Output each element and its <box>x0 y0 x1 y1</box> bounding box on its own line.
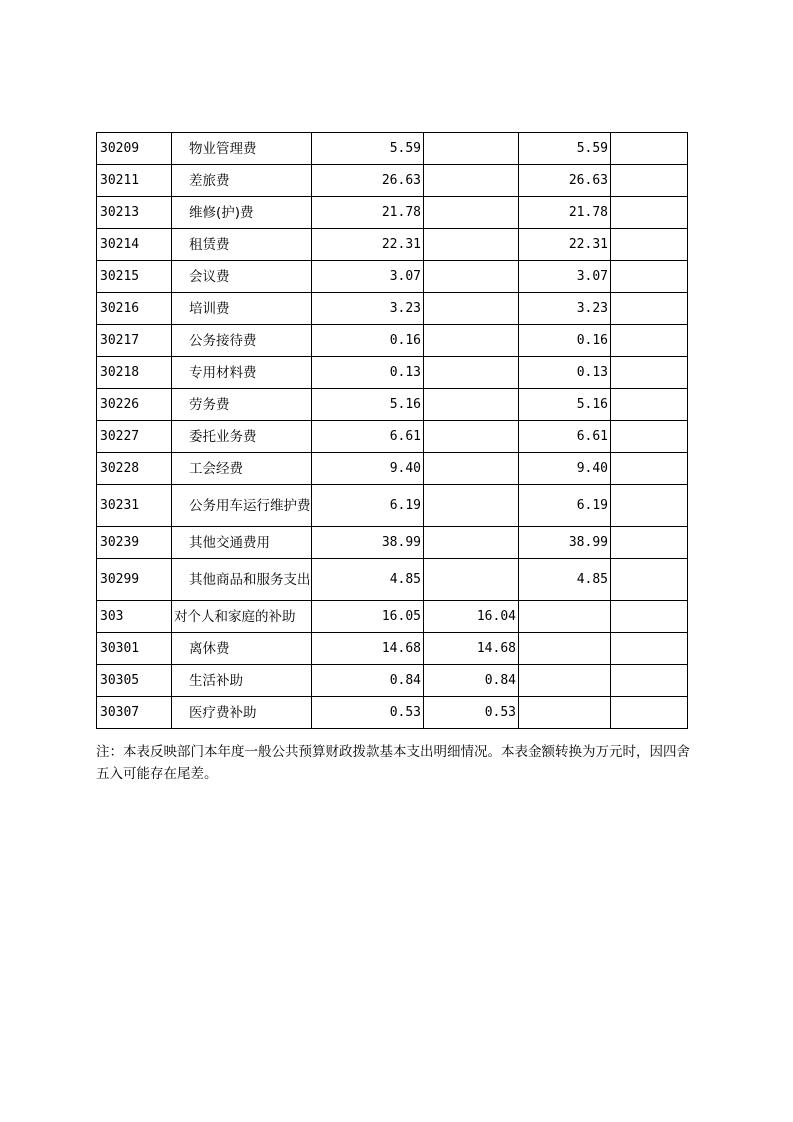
other-cell <box>611 293 688 325</box>
public-cell: 6.61 <box>519 421 611 453</box>
public-cell: 4.85 <box>519 559 611 601</box>
other-cell <box>611 527 688 559</box>
code-cell: 30305 <box>97 665 172 697</box>
personnel-cell <box>424 293 519 325</box>
table-row <box>97 421 688 453</box>
public-cell: 5.16 <box>519 389 611 421</box>
personnel-cell <box>424 261 519 293</box>
table-row <box>97 665 688 697</box>
table-row <box>97 261 688 293</box>
total-cell: 6.61 <box>312 421 424 453</box>
total-cell: 4.85 <box>312 559 424 601</box>
code-cell: 30217 <box>97 325 172 357</box>
table-row <box>97 559 688 601</box>
total-cell: 5.59 <box>312 133 424 165</box>
total-cell: 22.31 <box>312 229 424 261</box>
other-cell <box>611 421 688 453</box>
code-cell: 30227 <box>97 421 172 453</box>
total-cell: 3.07 <box>312 261 424 293</box>
total-cell: 21.78 <box>312 197 424 229</box>
personnel-cell <box>424 389 519 421</box>
other-cell <box>611 325 688 357</box>
personnel-cell <box>424 559 519 601</box>
personnel-cell <box>424 453 519 485</box>
other-cell <box>611 633 688 665</box>
code-cell: 30228 <box>97 453 172 485</box>
name-cell: 医疗费补助 <box>172 697 312 729</box>
personnel-cell <box>424 197 519 229</box>
name-cell: 离休费 <box>172 633 312 665</box>
other-cell <box>611 165 688 197</box>
total-cell: 26.63 <box>312 165 424 197</box>
total-cell: 16.05 <box>312 601 424 633</box>
name-cell: 公务用车运行维护费 <box>172 485 312 527</box>
public-cell <box>519 665 611 697</box>
public-cell: 0.13 <box>519 357 611 389</box>
code-cell: 30299 <box>97 559 172 601</box>
other-cell <box>611 559 688 601</box>
total-cell: 0.13 <box>312 357 424 389</box>
personnel-cell <box>424 421 519 453</box>
other-cell <box>611 601 688 633</box>
name-cell: 公务接待费 <box>172 325 312 357</box>
other-cell <box>611 453 688 485</box>
code-cell: 30209 <box>97 133 172 165</box>
code-cell: 30216 <box>97 293 172 325</box>
code-cell: 30218 <box>97 357 172 389</box>
personnel-cell: 16.04 <box>424 601 519 633</box>
public-cell: 26.63 <box>519 165 611 197</box>
public-cell: 0.16 <box>519 325 611 357</box>
other-cell <box>611 389 688 421</box>
table-row <box>97 325 688 357</box>
table-row <box>97 485 688 527</box>
personnel-cell <box>424 357 519 389</box>
other-cell <box>611 261 688 293</box>
name-cell: 租赁费 <box>172 229 312 261</box>
personnel-cell <box>424 325 519 357</box>
public-cell: 22.31 <box>519 229 611 261</box>
name-cell: 劳务费 <box>172 389 312 421</box>
name-cell: 委托业务费 <box>172 421 312 453</box>
name-cell: 专用材料费 <box>172 357 312 389</box>
table-row <box>97 293 688 325</box>
name-cell: 生活补助 <box>172 665 312 697</box>
code-cell: 30213 <box>97 197 172 229</box>
table-row <box>97 633 688 665</box>
code-cell: 30214 <box>97 229 172 261</box>
name-cell: 物业管理费 <box>172 133 312 165</box>
table-row <box>97 601 688 633</box>
code-cell: 30231 <box>97 485 172 527</box>
public-cell <box>519 697 611 729</box>
personnel-cell <box>424 133 519 165</box>
name-cell: 差旅费 <box>172 165 312 197</box>
public-cell: 3.23 <box>519 293 611 325</box>
code-cell: 30307 <box>97 697 172 729</box>
name-cell: 其他商品和服务支出 <box>172 559 312 601</box>
public-cell: 38.99 <box>519 527 611 559</box>
personnel-cell: 14.68 <box>424 633 519 665</box>
expenditure-detail-table <box>96 132 688 729</box>
table-row <box>97 527 688 559</box>
total-cell: 6.19 <box>312 485 424 527</box>
total-cell: 0.53 <box>312 697 424 729</box>
public-cell: 21.78 <box>519 197 611 229</box>
public-cell: 9.40 <box>519 453 611 485</box>
public-cell: 5.59 <box>519 133 611 165</box>
code-cell: 30211 <box>97 165 172 197</box>
personnel-cell: 0.53 <box>424 697 519 729</box>
personnel-cell: 0.84 <box>424 665 519 697</box>
table-row <box>97 453 688 485</box>
name-cell: 会议费 <box>172 261 312 293</box>
total-cell: 5.16 <box>312 389 424 421</box>
personnel-cell <box>424 165 519 197</box>
table-row <box>97 229 688 261</box>
code-cell: 30301 <box>97 633 172 665</box>
other-cell <box>611 133 688 165</box>
table-row <box>97 389 688 421</box>
table-row <box>97 165 688 197</box>
code-cell: 30239 <box>97 527 172 559</box>
personnel-cell <box>424 229 519 261</box>
name-cell: 维修(护)费 <box>172 197 312 229</box>
name-cell: 培训费 <box>172 293 312 325</box>
table-row <box>97 197 688 229</box>
total-cell: 3.23 <box>312 293 424 325</box>
name-cell: 对个人和家庭的补助 <box>172 601 312 633</box>
total-cell: 38.99 <box>312 527 424 559</box>
name-cell: 其他交通费用 <box>172 527 312 559</box>
total-cell: 0.84 <box>312 665 424 697</box>
table-row <box>97 133 688 165</box>
other-cell <box>611 485 688 527</box>
table-row <box>97 357 688 389</box>
personnel-cell <box>424 527 519 559</box>
public-cell: 3.07 <box>519 261 611 293</box>
personnel-cell <box>424 485 519 527</box>
code-cell: 30226 <box>97 389 172 421</box>
other-cell <box>611 229 688 261</box>
table-row <box>97 697 688 729</box>
other-cell <box>611 197 688 229</box>
total-cell: 0.16 <box>312 325 424 357</box>
public-cell: 6.19 <box>519 485 611 527</box>
other-cell <box>611 357 688 389</box>
other-cell <box>611 697 688 729</box>
code-cell: 303 <box>97 601 172 633</box>
other-cell <box>611 665 688 697</box>
public-cell <box>519 633 611 665</box>
total-cell: 14.68 <box>312 633 424 665</box>
code-cell: 30215 <box>97 261 172 293</box>
name-cell: 工会经费 <box>172 453 312 485</box>
total-cell: 9.40 <box>312 453 424 485</box>
public-cell <box>519 601 611 633</box>
table-footnote: 注：本表反映部门本年度一般公共预算财政拨款基本支出明细情况。本表金额转换为万元时，因四舍五入可能存在尾差。 <box>96 744 690 782</box>
